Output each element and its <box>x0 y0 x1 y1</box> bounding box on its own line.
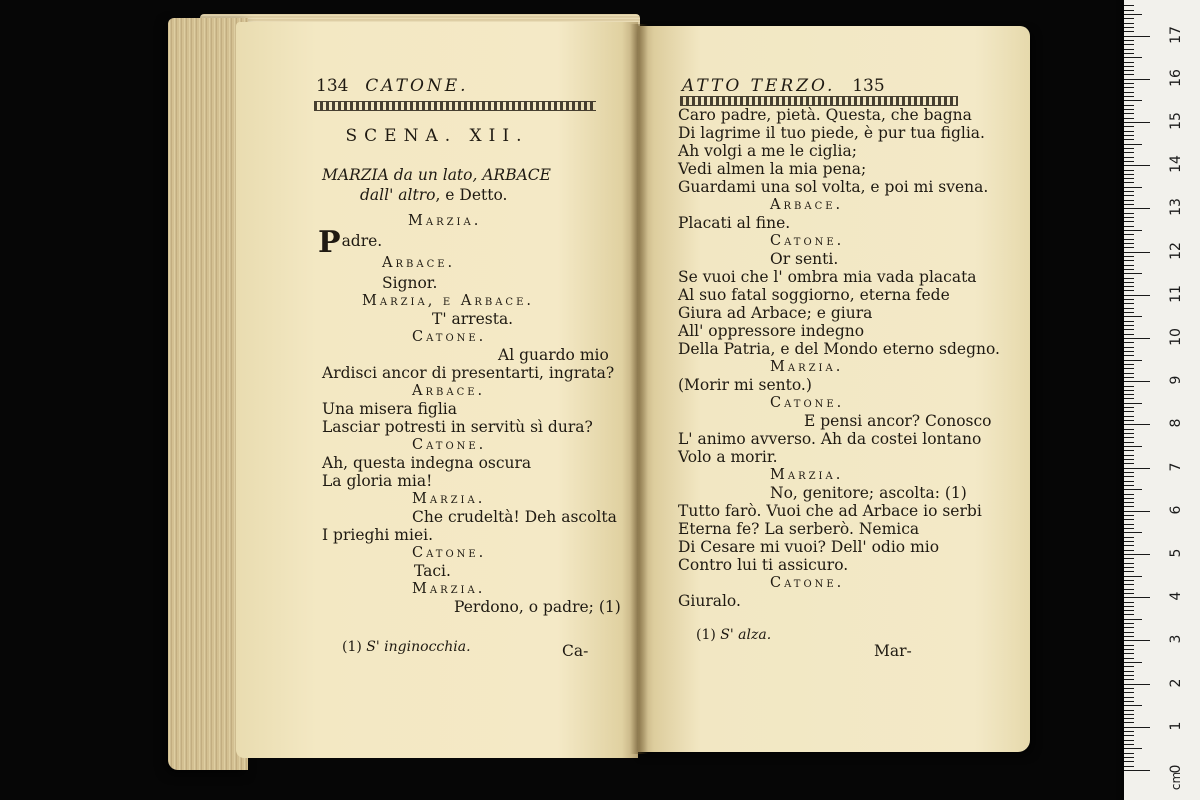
ruler-tick <box>1124 450 1134 451</box>
ruler-tick <box>1124 727 1150 728</box>
ruler-tick <box>1124 576 1142 577</box>
ruler-tick <box>1124 472 1134 473</box>
ruler-tick <box>1124 278 1134 279</box>
speaker: Marzia. <box>412 581 486 597</box>
catchword: Mar- <box>874 642 912 660</box>
ruler-tick <box>1124 766 1134 767</box>
ruler-tick <box>1124 636 1134 637</box>
verse-line: Vedi almen la mia pena; <box>678 160 867 178</box>
ruler-tick <box>1124 204 1134 205</box>
ruler-tick <box>1124 519 1134 520</box>
ruler-tick <box>1124 614 1134 615</box>
ruler-tick <box>1124 446 1142 447</box>
ruler-tick <box>1124 684 1150 685</box>
ruler-tick <box>1124 299 1134 300</box>
ruler-tick <box>1124 208 1150 209</box>
ruler-tick <box>1124 662 1142 663</box>
ruler-tick <box>1124 753 1134 754</box>
ruler-tick <box>1124 62 1134 63</box>
verse-line: Taci. <box>414 562 451 580</box>
verse-line: Lasciar potresti in servitù sì dura? <box>322 418 593 436</box>
stage-direction-2-rest: , e Detto. <box>435 186 508 204</box>
ruler-tick <box>1124 118 1134 119</box>
ruler-tick <box>1124 113 1134 114</box>
ruler-tick <box>1124 705 1142 706</box>
ruler-tick <box>1124 468 1150 469</box>
ruler-unit: cm <box>1169 771 1183 791</box>
ruler-tick <box>1124 74 1134 75</box>
ruler-number: 9 <box>1168 375 1184 385</box>
verse-line: La gloria mia! <box>322 472 433 490</box>
ruler-tick <box>1124 44 1134 45</box>
ruler-tick <box>1124 640 1150 641</box>
ruler-tick <box>1124 109 1134 110</box>
ruler-tick <box>1124 273 1142 274</box>
ruler-tick <box>1124 23 1134 24</box>
ruler-tick <box>1124 537 1134 538</box>
ruler-number: 8 <box>1168 418 1184 428</box>
ruler-tick <box>1124 731 1134 732</box>
speaker: Marzia. <box>408 213 482 229</box>
ruler-tick <box>1124 437 1134 438</box>
ruler-tick <box>1124 748 1142 749</box>
ruler-tick <box>1124 381 1150 382</box>
ruler-tick <box>1124 740 1134 741</box>
ruler-tick <box>1124 53 1134 54</box>
footnote-number: (1) <box>342 639 362 655</box>
ruler-tick <box>1124 688 1134 689</box>
ruler-tick <box>1124 191 1134 192</box>
ruler-tick <box>1124 714 1134 715</box>
stage-direction-2-italic: dall' altro <box>360 186 436 204</box>
verse-line: Caro padre, pietà. Questa, che bagna <box>678 106 972 124</box>
ruler-tick <box>1124 325 1134 326</box>
ruler-number: 0 <box>1168 764 1184 774</box>
ruler-tick <box>1124 407 1134 408</box>
ruler-tick <box>1124 5 1134 6</box>
ruler-tick <box>1124 139 1134 140</box>
ruler-tick <box>1124 394 1134 395</box>
ruler-tick <box>1124 360 1142 361</box>
ruler-tick <box>1124 347 1134 348</box>
ruler-tick <box>1124 14 1142 15</box>
ruler-tick <box>1124 252 1150 253</box>
ruler-tick <box>1124 597 1150 598</box>
ruler-number: 5 <box>1168 548 1184 558</box>
ruler-tick <box>1124 161 1134 162</box>
scene-heading: SCENA. XII. <box>345 126 529 146</box>
ruler-tick <box>1124 550 1134 551</box>
ruler-tick <box>1124 40 1134 41</box>
ruler-tick <box>1124 174 1134 175</box>
ruler-tick <box>1124 593 1134 594</box>
speaker: Marzia, e Arbace. <box>362 293 534 309</box>
ruler-number: 6 <box>1168 505 1184 515</box>
ruler-tick <box>1124 489 1142 490</box>
ruler-tick <box>1124 170 1134 171</box>
ruler-tick <box>1124 148 1134 149</box>
ruler-tick <box>1124 239 1134 240</box>
ruler-tick <box>1124 692 1134 693</box>
ruler-tick <box>1124 627 1134 628</box>
left-ornament-rule <box>314 101 596 111</box>
ruler-tick <box>1124 632 1134 633</box>
footnote-text: S' inginocchia. <box>366 639 471 655</box>
footnote <box>696 626 771 644</box>
ruler-number: 16 <box>1168 68 1184 87</box>
stage-direction-1: MARZIA da un lato, ARBACE <box>322 166 551 184</box>
speaker: Arbace. <box>412 383 486 399</box>
ruler-tick <box>1124 675 1134 676</box>
verse-line: Ah volgi a me le ciglia; <box>678 142 857 160</box>
ruler-tick <box>1124 83 1134 84</box>
ruler-number: 1 <box>1168 721 1184 731</box>
ruler-tick <box>1124 308 1134 309</box>
verse-line: Signor. <box>382 274 438 292</box>
verse-line: Guardami una sol volta, e poi mi svena. <box>678 178 989 196</box>
ruler-tick <box>1124 511 1150 512</box>
ruler-tick <box>1124 79 1150 80</box>
left-running-head <box>316 76 469 96</box>
left-page-number: 134 <box>316 76 349 96</box>
ruler-tick <box>1124 96 1134 97</box>
verse-line: Al suo fatal soggiorno, eterna fede <box>678 286 950 304</box>
drop-cap: P <box>318 225 341 260</box>
footnote-text: S' alza. <box>720 627 772 643</box>
ruler-tick <box>1124 524 1134 525</box>
verse-line: T' arresta. <box>432 310 514 328</box>
ruler-tick <box>1124 282 1134 283</box>
verse-line: Tutto farò. Vuoi che ad Arbace io serbi <box>678 502 982 520</box>
speaker: Arbace. <box>770 197 844 213</box>
ruler-tick <box>1124 710 1134 711</box>
ruler-tick <box>1124 27 1134 28</box>
ruler-tick <box>1124 541 1134 542</box>
speaker: Marzia. <box>770 359 844 375</box>
ruler-tick <box>1124 221 1134 222</box>
ruler-tick <box>1124 602 1134 603</box>
ruler-tick <box>1124 295 1150 296</box>
ruler-tick <box>1124 49 1134 50</box>
ruler-tick <box>1124 420 1134 421</box>
verse-line: Se vuoi che l' ombra mia vada placata <box>678 268 977 286</box>
ruler-tick <box>1124 701 1134 702</box>
ruler-tick <box>1124 105 1134 106</box>
ruler-tick <box>1124 247 1134 248</box>
verse-line: L' animo avverso. Ah da costei lontano <box>678 430 982 448</box>
speaker: Catone. <box>412 329 487 345</box>
verse-line: Una misera figlia <box>322 400 457 418</box>
ruler-tick <box>1124 485 1134 486</box>
ruler-tick <box>1124 558 1134 559</box>
ruler-tick <box>1124 256 1134 257</box>
verse-line: Eterna fe? La serberò. Nemica <box>678 520 920 538</box>
speaker: Marzia. <box>412 491 486 507</box>
ruler-tick <box>1124 502 1134 503</box>
right-page <box>638 0 1030 800</box>
ruler-tick <box>1124 57 1142 58</box>
ruler-tick <box>1124 735 1134 736</box>
ruler-tick <box>1124 506 1134 507</box>
ruler-tick <box>1124 623 1134 624</box>
ruler-tick <box>1124 463 1134 464</box>
ruler-tick <box>1124 476 1134 477</box>
verse-line: Al guardo mio <box>498 346 609 364</box>
ruler-tick <box>1124 269 1134 270</box>
ruler-tick <box>1124 10 1134 11</box>
verse-line: Giura ad Arbace; e giura <box>678 304 873 322</box>
ruler-tick <box>1124 70 1134 71</box>
ruler-number: 7 <box>1168 462 1184 472</box>
ruler-tick <box>1124 390 1134 391</box>
ruler-tick <box>1124 286 1134 287</box>
ruler-tick <box>1124 182 1134 183</box>
ruler-tick <box>1124 433 1134 434</box>
measurement-ruler <box>1124 0 1200 800</box>
ruler-tick <box>1124 338 1150 339</box>
ruler-tick <box>1124 178 1134 179</box>
ruler-tick <box>1124 567 1134 568</box>
ruler-tick <box>1124 619 1142 620</box>
speaker: Catone. <box>770 575 845 591</box>
ruler-tick <box>1124 368 1134 369</box>
ruler-number: 4 <box>1168 591 1184 601</box>
ruler-tick <box>1124 265 1134 266</box>
ruler-tick <box>1124 144 1142 145</box>
verse-line: No, genitore; ascolta: (1) <box>770 484 967 502</box>
ruler-tick <box>1124 645 1134 646</box>
ruler-number: 12 <box>1168 241 1184 260</box>
ruler-tick <box>1124 100 1142 101</box>
ruler-number: 3 <box>1168 634 1184 644</box>
speaker: Catone. <box>770 395 845 411</box>
ruler-tick <box>1124 416 1134 417</box>
ruler-tick <box>1124 722 1134 723</box>
verse-line: I prieghi miei. <box>322 526 434 544</box>
verse-line: Or senti. <box>770 250 839 268</box>
verse-line: Placati al fine. <box>678 214 791 232</box>
ruler-tick <box>1124 329 1134 330</box>
ruler-tick <box>1124 411 1134 412</box>
ruler-tick <box>1124 532 1142 533</box>
ruler-tick <box>1124 131 1134 132</box>
ruler-tick <box>1124 498 1134 499</box>
ruler-tick <box>1124 606 1134 607</box>
right-ornament-rule <box>680 96 958 106</box>
verse-line: Contro lui ti assicuro. <box>678 556 849 574</box>
ruler-tick <box>1124 442 1134 443</box>
ruler-tick <box>1124 217 1134 218</box>
ruler-tick <box>1124 554 1150 555</box>
ruler-tick <box>1124 260 1134 261</box>
ruler-tick <box>1124 87 1134 88</box>
ruler-tick <box>1124 403 1142 404</box>
ruler-tick <box>1124 303 1134 304</box>
ruler-tick <box>1124 770 1150 771</box>
ruler-tick <box>1124 481 1134 482</box>
ruler-number: 15 <box>1168 112 1184 130</box>
verse-line: Che crudeltà! Deh ascolta <box>412 508 617 526</box>
ruler-tick <box>1124 563 1134 564</box>
ruler-tick <box>1124 744 1134 745</box>
ruler-number: 11 <box>1168 284 1184 303</box>
ruler-tick <box>1124 187 1142 188</box>
ruler-tick <box>1124 213 1134 214</box>
ruler-tick <box>1124 545 1134 546</box>
ruler-number: 14 <box>1168 155 1184 174</box>
verse-line: Ah, questa indegna oscura <box>322 454 532 472</box>
ruler-tick <box>1124 165 1150 166</box>
ruler-tick <box>1124 697 1134 698</box>
ruler-tick <box>1124 589 1134 590</box>
ruler-tick <box>1124 455 1134 456</box>
ruler-tick <box>1124 122 1150 123</box>
verse-line: Della Patria, e del Mondo eterno sdegno. <box>678 340 1000 358</box>
ruler-tick <box>1124 152 1134 153</box>
ruler-tick <box>1124 31 1134 32</box>
ruler-tick <box>1124 761 1134 762</box>
ruler-tick <box>1124 157 1134 158</box>
ruler-tick <box>1124 429 1134 430</box>
speaker: Arbace. <box>382 255 456 271</box>
verse-line: (Morir mi sento.) <box>678 376 812 394</box>
ruler-tick <box>1124 386 1134 387</box>
ruler-tick <box>1124 334 1134 335</box>
ruler-tick <box>1124 312 1134 313</box>
ruler-number: 2 <box>1168 678 1184 688</box>
catchword: Ca- <box>562 642 589 660</box>
ruler-tick <box>1124 671 1134 672</box>
ruler-tick <box>1124 351 1134 352</box>
verse-line: Perdono, o padre; (1) <box>454 598 621 616</box>
ruler-tick <box>1124 571 1134 572</box>
ruler-tick <box>1124 679 1134 680</box>
ruler-tick <box>1124 459 1134 460</box>
ruler-tick <box>1124 321 1134 322</box>
ruler-tick <box>1124 653 1134 654</box>
ruler-tick <box>1124 316 1142 317</box>
speaker: Catone. <box>412 545 487 561</box>
verse-line: Di Cesare mi vuoi? Dell' odio mio <box>678 538 940 556</box>
verse-line: Volo a morir. <box>678 448 778 466</box>
ruler-tick <box>1124 342 1134 343</box>
ruler-tick <box>1124 200 1134 201</box>
ruler-tick <box>1124 494 1134 495</box>
ruler-tick <box>1124 364 1134 365</box>
ruler-tick <box>1124 584 1134 585</box>
ruler-tick <box>1124 230 1142 231</box>
ruler-tick <box>1124 649 1134 650</box>
ruler-tick <box>1124 355 1134 356</box>
verse-line: Ardisci ancor di presentarti, ingrata? <box>322 364 615 382</box>
verse-line: All' oppressore indegno <box>678 322 865 340</box>
ruler-tick <box>1124 92 1134 93</box>
verse-line: Giuralo. <box>678 592 741 610</box>
ruler-tick <box>1124 135 1134 136</box>
stage-direction-2 <box>360 186 507 204</box>
speaker: Catone. <box>412 437 487 453</box>
ruler-tick <box>1124 528 1134 529</box>
ruler-tick <box>1124 398 1134 399</box>
left-header-title: CATONE. <box>365 76 469 96</box>
right-running-head <box>682 76 885 96</box>
ruler-tick <box>1124 195 1134 196</box>
ruler-number: 10 <box>1168 328 1184 346</box>
footnote <box>342 638 471 656</box>
ruler-tick <box>1124 610 1134 611</box>
ruler-tick <box>1124 666 1134 667</box>
right-header-title: ATTO TERZO. <box>682 76 836 96</box>
ruler-tick <box>1124 373 1134 374</box>
ruler-number: 17 <box>1168 25 1184 44</box>
ruler-tick <box>1124 243 1134 244</box>
right-page-number: 135 <box>852 76 885 96</box>
ruler-tick <box>1124 757 1134 758</box>
speaker: Catone. <box>770 233 845 249</box>
ruler-tick <box>1124 718 1134 719</box>
ruler-tick <box>1124 424 1150 425</box>
ruler-tick <box>1124 658 1134 659</box>
verse-line <box>318 225 383 260</box>
ruler-tick <box>1124 18 1134 19</box>
verse-line: Di lagrime il tuo piede, è pur tua figlia. <box>678 124 985 142</box>
ruler-tick <box>1124 290 1134 291</box>
ruler-tick <box>1124 126 1134 127</box>
ruler-tick <box>1124 234 1134 235</box>
ruler-tick <box>1124 580 1134 581</box>
ruler-number: 13 <box>1168 198 1184 217</box>
verse-line: E pensi ancor? Conosco <box>804 412 992 430</box>
ruler-tick <box>1124 66 1134 67</box>
ruler-tick <box>1124 36 1150 37</box>
ruler-tick <box>1124 515 1134 516</box>
footnote-number: (1) <box>696 627 716 643</box>
ruler-tick <box>1124 226 1134 227</box>
left-page <box>236 0 638 800</box>
speaker: Marzia. <box>770 467 844 483</box>
ruler-tick <box>1124 377 1134 378</box>
verse-text: adre. <box>341 232 383 250</box>
